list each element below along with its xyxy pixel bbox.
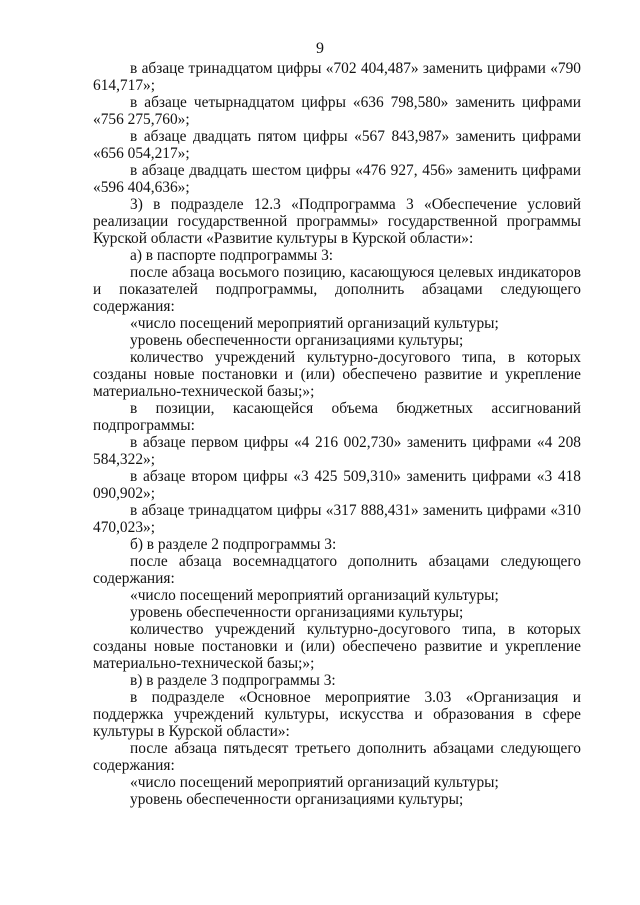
paragraph: уровень обеспеченности организациями культуры; bbox=[130, 604, 464, 621]
paragraph: в абзаце двадцать шестом цифры «476 927, 456» заменить цифрами «596 404,636»; bbox=[93, 162, 581, 196]
paragraph: уровень обеспеченности организациями культуры; bbox=[130, 791, 464, 808]
paragraph: в абзаце втором цифры «3 425 509,310» заменить цифрами «3 418 090,902»; bbox=[93, 468, 581, 502]
paragraph: в позиции, касающейся объема бюджетных ассигнований подпрограммы: bbox=[93, 400, 581, 434]
paragraph: в подразделе «Основное мероприятие 3.03 «Организация и поддержка учреждений культуры, искусства и образования в сфере культуры в Курской области»: bbox=[93, 689, 581, 740]
paragraph: б) в разделе 2 подпрограммы 3: bbox=[130, 536, 337, 553]
document-body bbox=[93, 60, 581, 808]
paragraph: после абзаца восьмого позицию, касающуюся целевых индикаторов и показателей подпрограммы, дополнить абзацами следующего содержания: bbox=[93, 264, 581, 315]
paragraph: «число посещений мероприятий организаций культуры; bbox=[130, 587, 499, 604]
paragraph: количество учреждений культурно-досугового типа, в которых созданы новые постановки и (или) обеспечено развитие и укрепление материально-технической базы;»; bbox=[93, 621, 581, 672]
paragraph: в абзаце двадцать пятом цифры «567 843,987» заменить цифрами «656 054,217»; bbox=[93, 128, 581, 162]
paragraph: количество учреждений культурно-досугового типа, в которых созданы новые постановки и (или) обеспечено развитие и укрепление материально-технической базы;»; bbox=[93, 349, 581, 400]
paragraph: в абзаце четырнадцатом цифры «636 798,580» заменить цифрами «756 275,760»; bbox=[93, 94, 581, 128]
paragraph: в абзаце тринадцатом цифры «702 404,487» заменить цифрами «790 614,717»; bbox=[93, 60, 581, 94]
paragraph: в) в разделе 3 подпрограммы 3: bbox=[130, 672, 336, 689]
paragraph: в абзаце тринадцатом цифры «317 888,431» заменить цифрами «310 470,023»; bbox=[93, 502, 581, 536]
page-number: 9 bbox=[316, 40, 324, 57]
paragraph: после абзаца пятьдесят третьего дополнить абзацами следующего содержания: bbox=[93, 740, 581, 774]
paragraph: 3) в подразделе 12.3 «Подпрограмма 3 «Обеспечение условий реализации государственной программы» государственной программы Курской области «Развитие культуры в Курской области»: bbox=[93, 196, 581, 247]
paragraph: уровень обеспеченности организациями культуры; bbox=[130, 332, 464, 349]
paragraph: «число посещений мероприятий организаций культуры; bbox=[130, 774, 499, 791]
paragraph: в абзаце первом цифры «4 216 002,730» заменить цифрами «4 208 584,322»; bbox=[93, 434, 581, 468]
paragraph: а) в паспорте подпрограммы 3: bbox=[130, 247, 334, 264]
paragraph: после абзаца восемнадцатого дополнить абзацами следующего содержания: bbox=[93, 553, 581, 587]
paragraph: «число посещений мероприятий организаций культуры; bbox=[130, 315, 499, 332]
